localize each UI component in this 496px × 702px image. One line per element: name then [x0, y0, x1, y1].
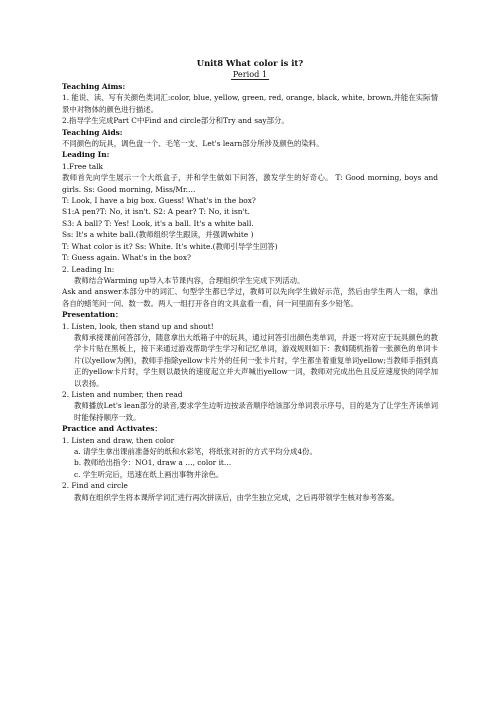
section-heading: Presentation： [62, 310, 123, 320]
dialogue-line: T: Guess again. What's in the box? [62, 253, 191, 263]
document-content [62, 58, 438, 503]
dialogue-line: T: Look, I have a big box. Guess! What's in the box? [62, 196, 256, 206]
document-subtitle [62, 69, 438, 80]
paragraph: 2. Listen and number, then read [62, 389, 183, 399]
list-item: a. 请学生拿出课前准备好的纸和水彩笔，将纸张对折的方式平均分成4份。 [74, 447, 317, 456]
subtitle-text: Period 1 [232, 69, 268, 79]
indented-paragraph: 教师播放Let's lean部分的录音,要求学生边听边按录音顺序给该部分单词表示序号，目的是为了让学生齐读单词时能保持顺序一致。 [74, 401, 438, 422]
dialogue-line: Ss: It's a white ball.(教师组织学生跟读，并强调white ) [62, 230, 254, 240]
paragraph: 2.指导学生完成Part C中Find and circle部分和Try and say部分。 [62, 116, 289, 126]
paragraph: 1. Listen and draw, then color [62, 435, 175, 445]
paragraph: Ask and answer本部分中的词汇、句型学生都已学过，教师可以先向学生做好示范，然后由学生两人一组，拿出各自的蜡笔问一问、数一数。两人一组打开各自的文具盒看一看，问一问里面有多少铅笔。 [62, 287, 438, 308]
paragraph: 1. 能说、读、写有关颜色类词汇:color, blue, yellow, green, red, orange, black, white, brown,并能在实际情景中对物体的颜色进行描述。 [62, 93, 438, 114]
paragraph: 2. Find and circle [62, 481, 128, 491]
paragraph: 教师首先向学生展示一个大纸盒子，并和学生做如下问答，激发学生的好奇心。 T: Good morning, boys and girls. Ss: Good morning, Miss/Mr.… [62, 173, 438, 194]
dialogue-line: S3: A ball? T: Yes! Look, it's a ball. It's a white ball. [62, 218, 254, 228]
paragraph: 不同颜色的玩具，调色盘一个、毛笔一支、Let's learn部分所涉及颜色的染料。 [62, 139, 324, 149]
document-title: Unit8 What color is it? [196, 58, 304, 68]
indented-paragraph: 教师在组织学生将本课所学词汇进行再次拼读后，由学生独立完成，之后再带领学生核对参考答案。 [74, 492, 400, 502]
section-heading: Practice and Activates： [62, 424, 162, 434]
paragraph: 2. Leading In: [62, 264, 115, 274]
section-heading: Teaching Aids: [62, 127, 123, 137]
dialogue-line: T: What color is it? Ss: White. It's white.(教师引导学生回答) [62, 241, 278, 251]
paragraph: 1. Listen, look, then stand up and shout! [62, 321, 214, 331]
indented-paragraph: 教师结合Warming up导入本节课内容，合理组织学生完成下列活动。 [74, 275, 305, 285]
list-item: b. 教师给出指令：NO1, draw a …, color it… [74, 458, 232, 468]
paragraph: 1.Free talk [62, 161, 104, 171]
section-heading: Teaching Aims: [62, 82, 126, 91]
indented-paragraph: 教师承接课前问答部分，随意拿出大纸箱子中的玩具，通过问答引出颜色类单词，并逐一将对应于玩具颜色的教学卡片贴在黑板上，接下来通过游戏帮助学生学习和记忆单词，游戏规则如下：教师随机指着一张颜色的单词卡片(以yellow为例)，教师手指除yellow卡片外的任何一张卡片时，学生都坐着重复单词yellow;当教师手指到真正的yellow卡片时，学生则以最快的速度起立并大声喊出yellow一词，教师对完成出色且反应速度快的同学加以表扬。 [74, 332, 438, 388]
dialogue-line: S1:A pen?T: No, it isn't. S2: A pear? T: No, it isn't. [62, 207, 250, 217]
list-item: c. 学生听完后，迅速在纸上画出事物并涂色。 [74, 469, 224, 479]
section-heading: Leading In: [62, 150, 110, 160]
